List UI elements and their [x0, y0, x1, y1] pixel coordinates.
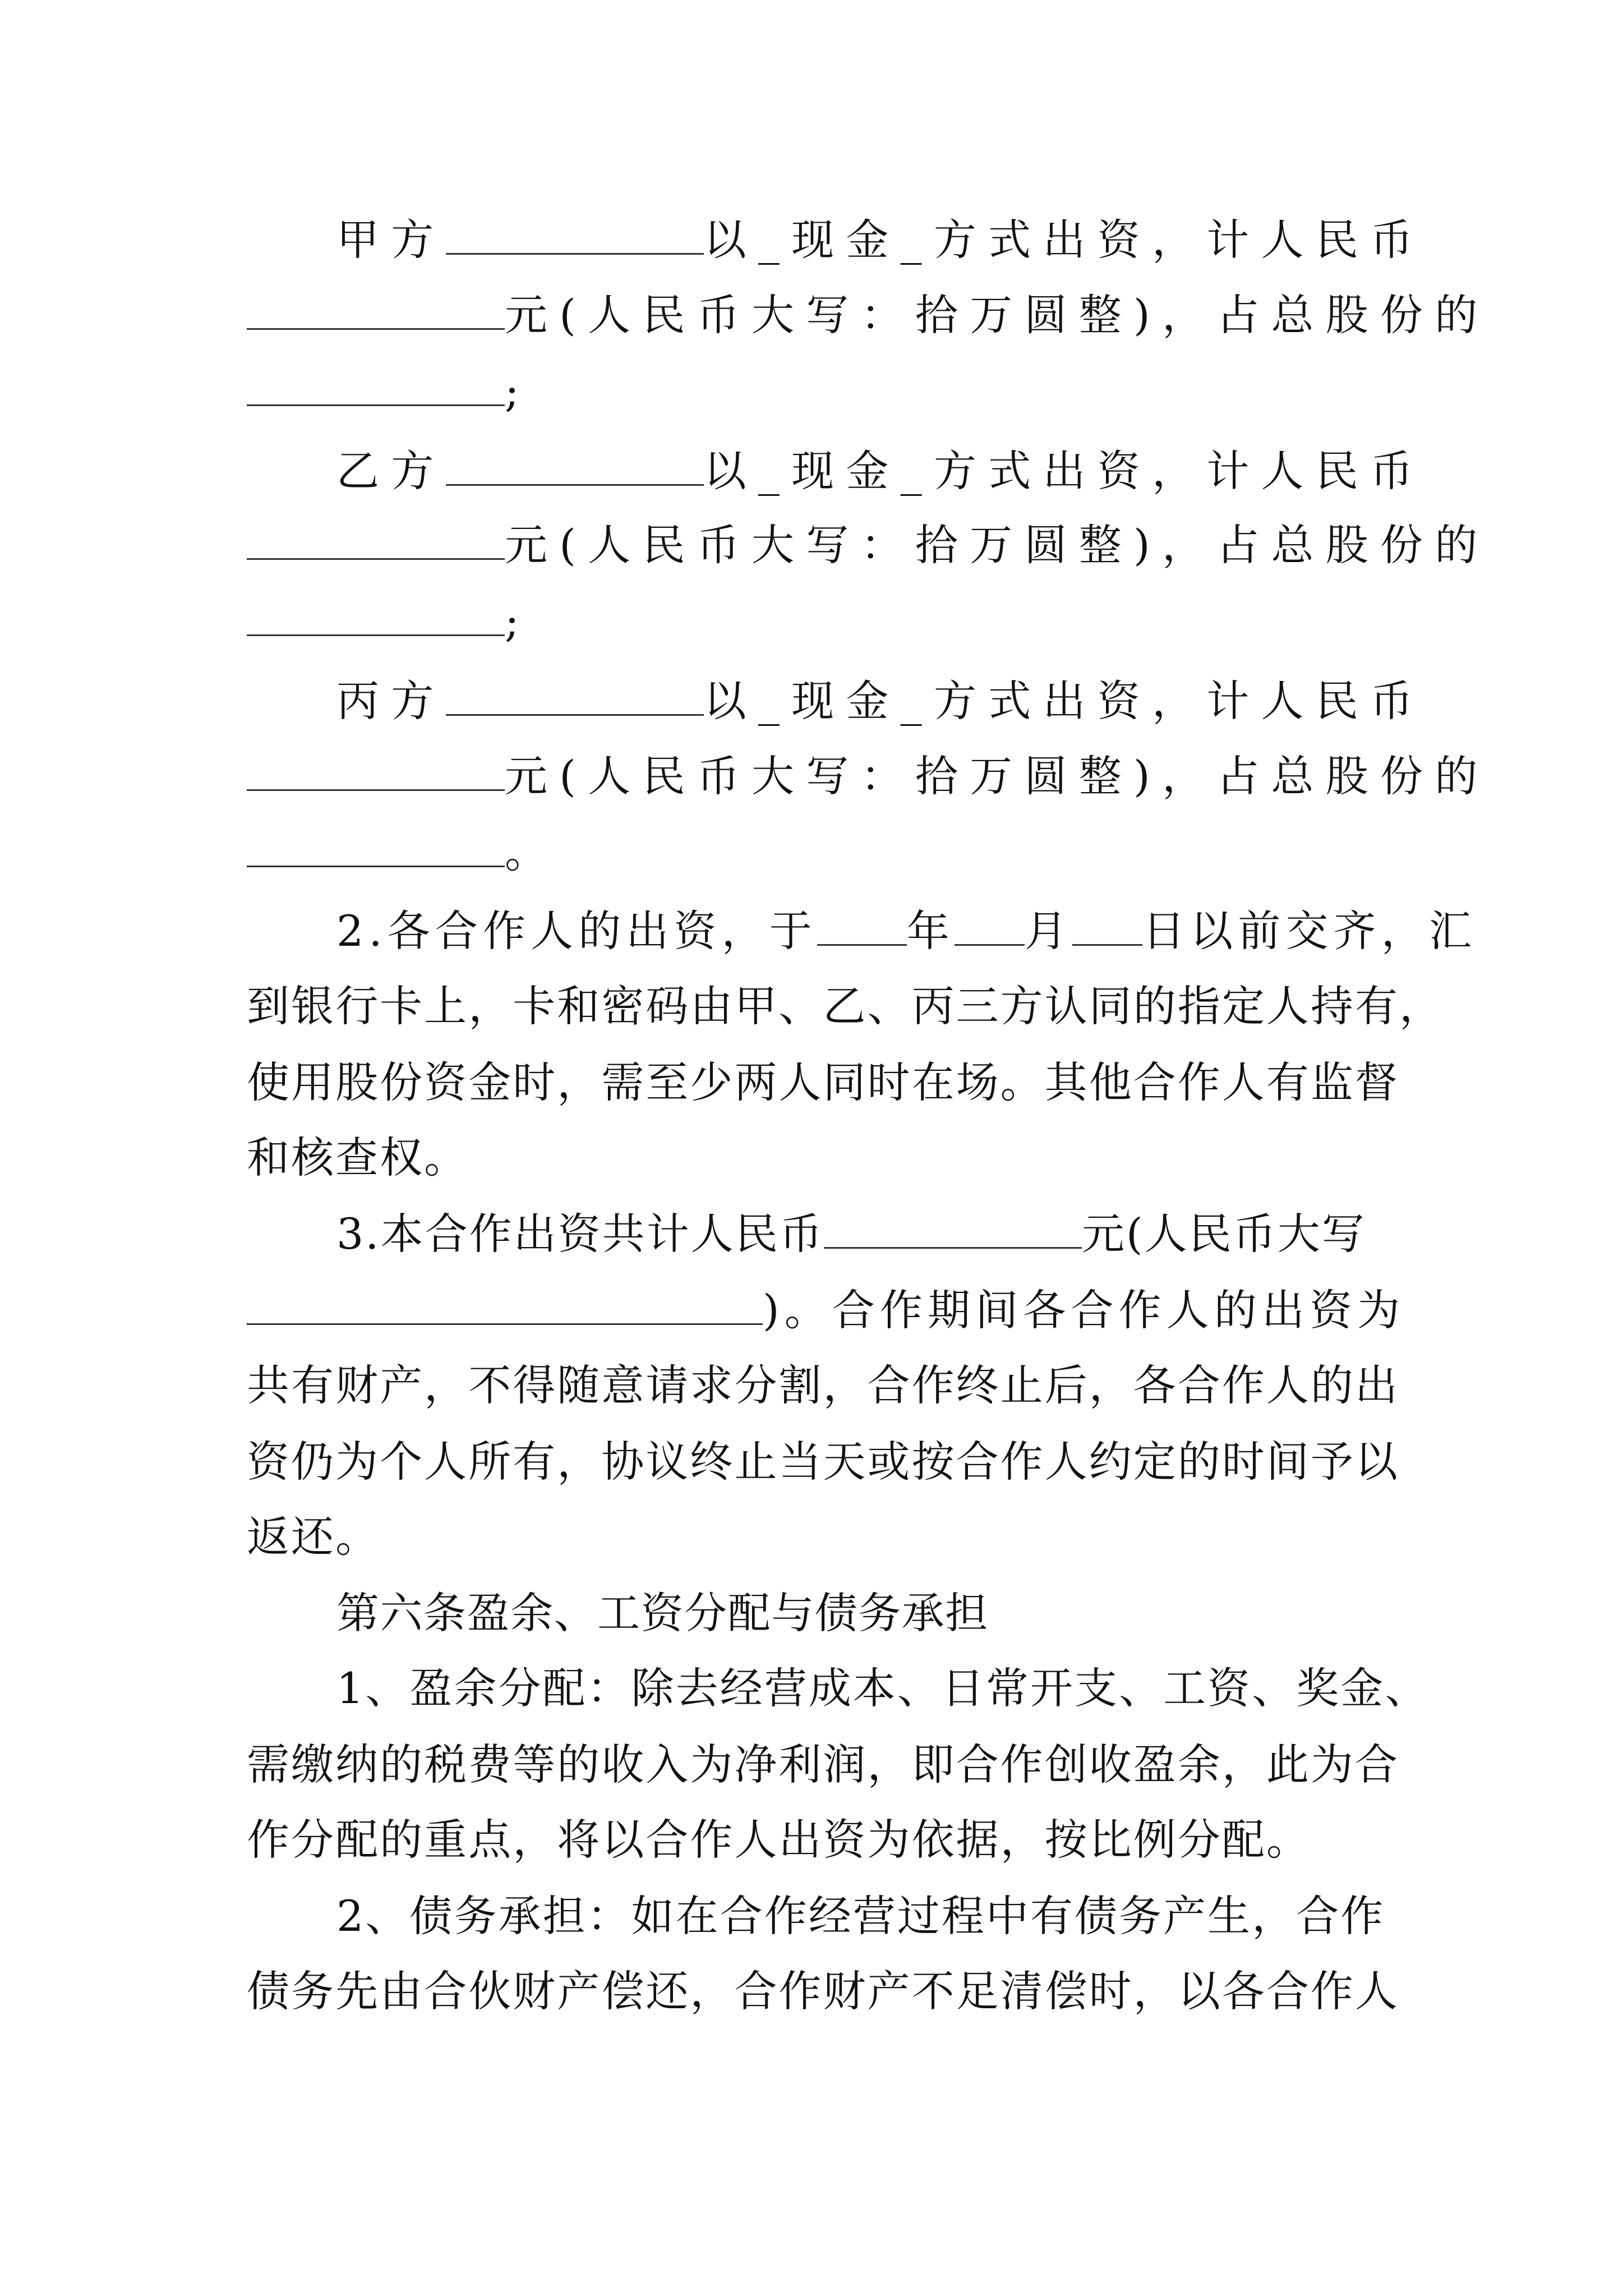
clause-3-line-4: 资仍为个人所有，协议终止当天或按合作人约定的时间予以: [247, 1437, 1400, 1487]
clause-2-line-3: 使用股份资金时，需至少两人同时在场。其他合作人有监督: [247, 1057, 1400, 1107]
party-b-line-2: [247, 517, 1490, 573]
party-a-line-1: [336, 212, 1424, 268]
party-a-line-3: [247, 364, 519, 420]
clause-3-line-1: [336, 1206, 1366, 1262]
party-c-label: 丙方: [336, 676, 446, 726]
article-6-p1-line-2: 需缴纳的税费等的收入为净利润，即合作创收盈余，此为合: [247, 1740, 1400, 1789]
party-a-contribution-text: 以_现金_方式出资，计人民币: [703, 215, 1425, 265]
party-c-line-1: [336, 673, 1424, 729]
clause-3-text-a: 3.本合作出资共计人民币: [336, 1209, 824, 1259]
clause-2-year: 年: [906, 906, 955, 956]
party-b-yuan-text: 元(人民币大写：拾万圆整)，占总股份的: [505, 520, 1490, 570]
party-a-end-punct: ;: [505, 366, 519, 416]
article-6-title: 第六条盈余、工资分配与债务承担: [336, 1588, 989, 1638]
party-a-yuan-text: 元(人民币大写：拾万圆整)，占总股份的: [505, 290, 1490, 340]
party-b-contribution-text: 以_现金_方式出资，计人民币: [703, 446, 1425, 496]
clause-3-text-b: 元(人民币大写: [1082, 1209, 1366, 1259]
article-6-p2-line-1: 2、债务承担：如在合作经营过程中有债务产生，合作: [336, 1891, 1385, 1941]
clause-2-line-4: 和核查权。: [247, 1133, 469, 1182]
party-b-name-blank: [446, 445, 704, 486]
party-c-line-2: [247, 748, 1490, 804]
article-6-p2-line-2: 债务先由合伙财产偿还，合作财产不足清偿时，以各合作人: [247, 1966, 1400, 2016]
party-b-label: 乙方: [336, 446, 446, 496]
clause-3-line-2-tail: )。合作期间各合作人的出资为: [763, 1285, 1405, 1335]
clause-3-line-3: 共有财产，不得随意请求分割，合作终止后，各合作人的出: [247, 1360, 1400, 1410]
clause-2-line-2: 到银行卡上，卡和密码由甲、乙、丙三方认同的指定人持有，: [247, 981, 1444, 1031]
party-b-line-3: [247, 593, 519, 650]
clause-3-line-2: [247, 1282, 1405, 1338]
clause-2-day-blank: [1072, 905, 1142, 946]
clause-3-words-blank: [247, 1284, 763, 1325]
clause-2-month-blank: [955, 905, 1025, 946]
clause-2-line-1: [336, 903, 1477, 959]
party-a-line-2: [247, 287, 1490, 343]
party-b-end-punct: ;: [505, 596, 519, 646]
party-a-share-blank: [247, 365, 505, 406]
party-a-label: 甲方: [336, 215, 446, 265]
party-c-amount-blank: [247, 750, 505, 791]
party-c-share-blank: [247, 826, 505, 867]
clause-2-day-tail: 日以前交齐，汇: [1142, 906, 1477, 956]
article-6-p1-line-3: 作分配的重点，将以合作人出资为依据，按比例分配。: [247, 1815, 1311, 1865]
party-c-line-3: [247, 825, 547, 881]
party-a-name-blank: [446, 214, 704, 255]
party-c-end-punct: 。: [505, 827, 547, 877]
party-c-contribution-text: 以_现金_方式出资，计人民币: [703, 676, 1425, 726]
party-b-amount-blank: [247, 519, 505, 560]
party-b-line-1: [336, 443, 1424, 499]
clause-2-text-a: 2.各合作人的出资，于: [336, 906, 817, 956]
clause-2-month: 月: [1024, 906, 1073, 956]
clause-3-amount-blank: [824, 1208, 1082, 1249]
party-a-amount-blank: [247, 289, 505, 330]
clause-2-year-blank: [817, 905, 907, 946]
party-c-name-blank: [446, 675, 704, 716]
clause-3-line-5: 返还。: [247, 1512, 380, 1562]
party-c-yuan-text: 元(人民币大写：拾万圆整)，占总股份的: [505, 751, 1490, 801]
article-6-p1-line-1: 1、盈余分配：除去经营成本、日常开支、工资、奖金、: [336, 1663, 1430, 1713]
party-b-share-blank: [247, 595, 505, 636]
